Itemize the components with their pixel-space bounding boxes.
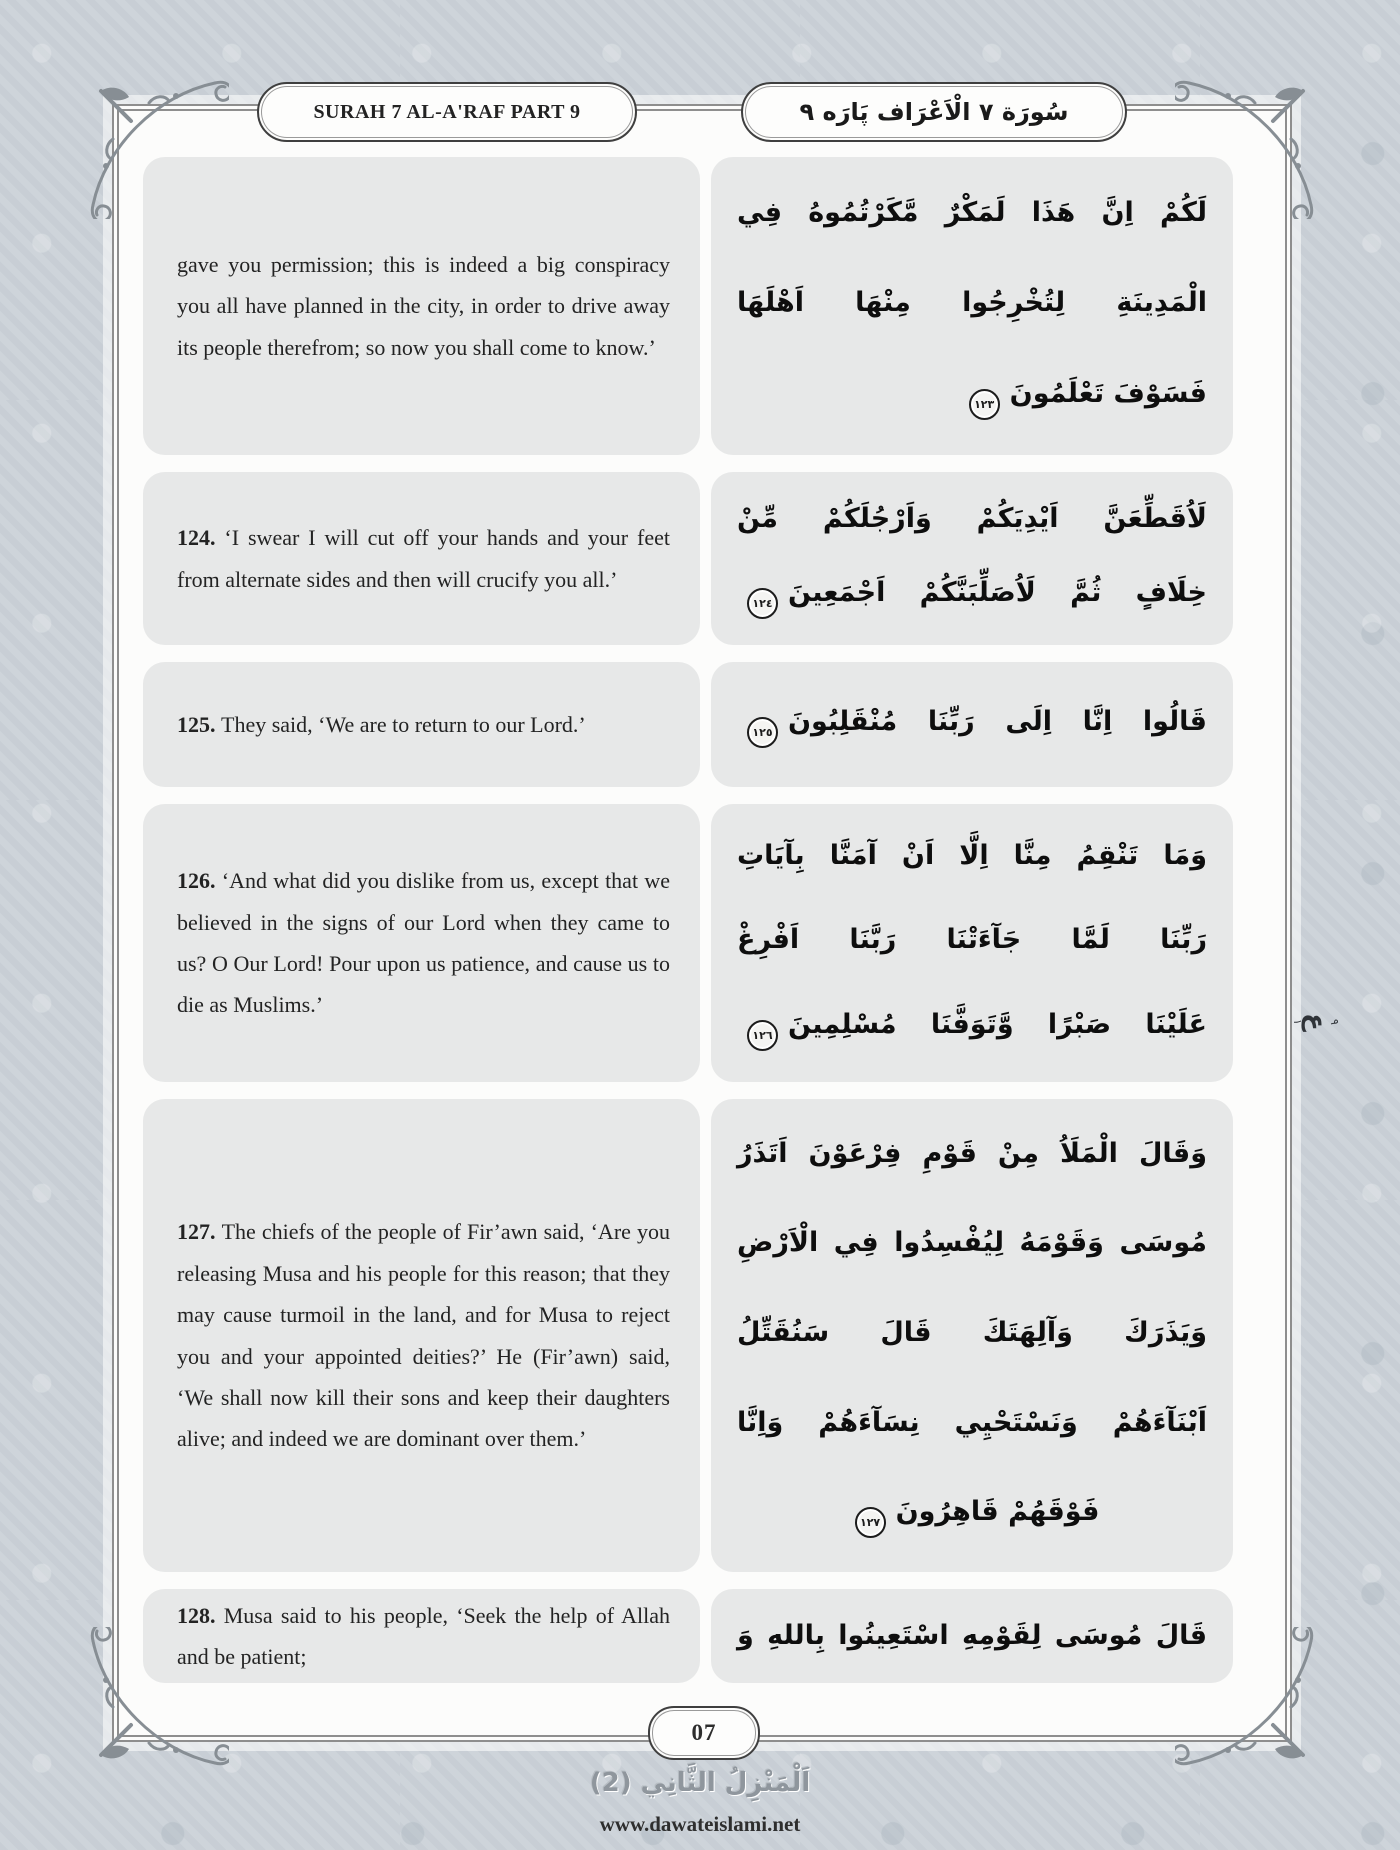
english-translation-text — [177, 244, 670, 368]
verse-number: 128. — [177, 1602, 224, 1628]
verse-row — [143, 1099, 1233, 1572]
verse-end-medallion: ١٢٤ — [747, 588, 778, 619]
english-translation-text — [177, 1211, 670, 1459]
arabic-line: لَاُقَطِّعَنَّ اَيْدِيَكُمْ وَاَرْجُلَكُمْ مِّنْ — [737, 503, 1207, 535]
english-translation-text — [177, 704, 586, 745]
english-translation-text — [177, 517, 670, 600]
arabic-line: الْمَدِينَةِ لِتُخْرِجُوا مِنْهَا اَهْلَهَا — [737, 287, 1207, 319]
ruku-bottom-number: ١ — [1291, 1019, 1304, 1025]
arabic-line: رَبِّنَا لَمَّا جَآءَتْنَا رَبَّنَا اَفْرِغْ — [737, 924, 1207, 956]
arabic-line: وَقَالَ الْمَلَاُ مِنْ قَوْمِ فِرْعَوْنَ اَتَذَرُ — [737, 1137, 1207, 1169]
verse-end-medallion: ١٢٦ — [747, 1020, 778, 1051]
arabic-verse-box — [711, 157, 1233, 455]
ruku-ain-glyph: ع — [1301, 1013, 1331, 1031]
english-translation-box — [143, 157, 700, 455]
verse-end-medallion: ١٢٧ — [855, 1507, 886, 1538]
english-translation-box — [143, 1589, 700, 1683]
english-translation-text — [177, 1595, 670, 1678]
surah-title-banner-arabic — [741, 82, 1127, 142]
translation-body: ‘I swear I will cut off your hands and your feet from alternate sides and then will crucify you all.’ — [177, 525, 670, 592]
english-translation-box — [143, 804, 700, 1082]
arabic-line: فَسَوْفَ تَعْلَمُونَ١٢٣ — [737, 373, 1207, 420]
verse-number: 124. — [177, 525, 225, 551]
arabic-verse-box — [711, 472, 1233, 645]
arabic-line: وَيَذَرَكَ وَآلِهَتَكَ قَالَ سَنُقَتِّلُ — [737, 1316, 1207, 1348]
translation-body: ‘And what did you dislike from us, except that we believed in the signs of our Lord when they came to us? O Our Lord! Pour upon us patience, and cause us to die as Muslims.’ — [177, 868, 670, 1018]
arabic-line: فَوْقَهُمْ قَاهِرُونَ١٢٧ — [737, 1491, 1207, 1538]
arabic-verse-box — [711, 804, 1233, 1082]
translation-body: gave you permission; this is indeed a big conspiracy you all have planned in the city, in order to drive away its people therefrom; so now you shall come to know.’ — [177, 251, 670, 360]
translation-body: The chiefs of the people of Fir’awn said, ‘Are you releasing Musa and his people for this reason; that they may cause turmoil in the land, and for Musa to reject you and your appointed deities?’ He (Fir’awn) said, ‘We shall now kill their sons and keep their daughters alive; and indeed we are dominant over them.’ — [177, 1219, 670, 1452]
arabic-verse-box — [711, 662, 1233, 787]
verse-end-medallion: ١٢٥ — [747, 717, 778, 748]
verse-row — [143, 662, 1233, 787]
arabic-line: خِلَافٍ ثُمَّ لَاُصَلِّبَنَّكُمْ اَجْمَعِينَ١٢٤ — [737, 572, 1207, 619]
verse-row — [143, 472, 1233, 645]
arabic-line: لَكُمْ اِنَّ هَذَا لَمَكْرٌ مَّكَرْتُمُوهُ فِي — [737, 196, 1207, 228]
english-translation-text — [177, 860, 670, 1025]
arabic-line: قَالُوا اِنَّا اِلَى رَبِّنَا مُنْقَلِبُونَ١٢٥ — [737, 701, 1207, 748]
website-url: www.dawateislami.net — [599, 1812, 801, 1836]
manzil-label: اَلْمَنْزِلُ الثَّانِي (2) — [589, 1768, 811, 1798]
quran-page — [112, 98, 1292, 1745]
english-translation-box — [143, 662, 700, 787]
verse-end-medallion: ١٢٣ — [969, 389, 1000, 420]
surah-title-english: SURAH 7 AL-A'RAF PART 9 — [313, 100, 581, 123]
verse-row — [143, 157, 1233, 455]
arabic-verse-box — [711, 1589, 1233, 1683]
page-number-badge — [648, 1706, 760, 1760]
page-number: 07 — [691, 1720, 717, 1745]
english-translation-box — [143, 472, 700, 645]
ruku-top-number: ٩ — [1328, 1019, 1341, 1025]
arabic-line: وَمَا تَنْقِمُ مِنَّا اِلَّا اَنْ آمَنَّا بِآيَاتِ — [737, 840, 1207, 872]
verse-number: 125. — [177, 711, 221, 737]
ruku-marker — [1266, 1000, 1366, 1044]
english-translation-box — [143, 1099, 700, 1572]
verse-row — [143, 1589, 1233, 1683]
verse-rows-container — [143, 157, 1233, 1683]
arabic-line: قَالَ مُوسَى لِقَوْمِهِ اسْتَعِينُوا بِاللهِ وَ — [737, 1620, 1207, 1652]
translation-body: They said, ‘We are to return to our Lord.’ — [221, 711, 586, 737]
surah-title-arabic: سُورَة ٧ الْاَعْرَاف پَارَه ٩ — [799, 98, 1069, 126]
arabic-line: اَبْنَآءَهُمْ وَنَسْتَحْيِي نِسَآءَهُمْ وَاِنَّا — [737, 1406, 1207, 1438]
surah-title-banner-english — [257, 82, 637, 142]
verse-row — [143, 804, 1233, 1082]
arabic-verse-box — [711, 1099, 1233, 1572]
translation-body: Musa said to his people, ‘Seek the help of Allah and be patient; — [177, 1602, 671, 1669]
verse-number: 126. — [177, 868, 222, 894]
arabic-line: مُوسَى وَقَوْمَهُ لِيُفْسِدُوا فِي الْاَرْضِ — [737, 1227, 1207, 1259]
arabic-line: عَلَيْنَا صَبْرًا وَّتَوَفَّنَا مُسْلِمِينَ١٢٦ — [737, 1004, 1207, 1051]
verse-number: 127. — [177, 1219, 222, 1245]
